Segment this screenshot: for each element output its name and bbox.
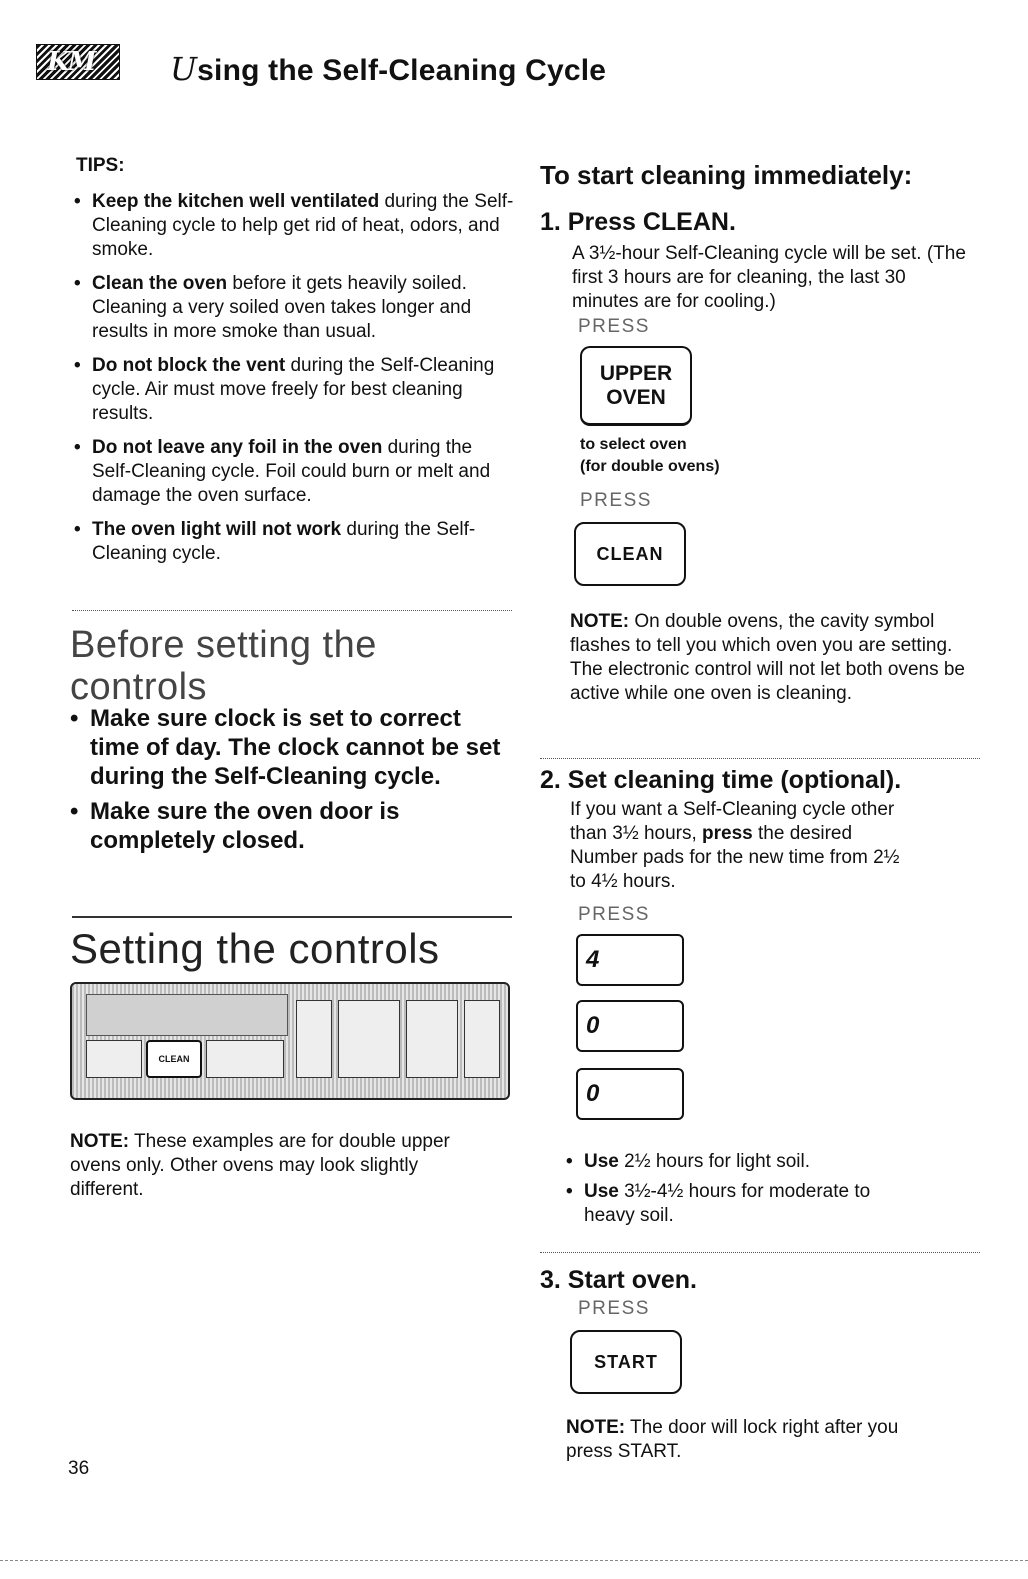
tip-item: • Keep the kitchen well ventilated during the Self-Cleaning cycle to help get rid of heat, odors, and smoke. [74, 190, 514, 262]
divider [540, 1252, 980, 1253]
page-number: 36 [68, 1458, 90, 1479]
divider [72, 916, 512, 918]
upper-oven-key[interactable] [580, 346, 692, 426]
tips-list [74, 190, 514, 576]
panel-key-group [464, 1000, 500, 1078]
panel-display [86, 994, 288, 1036]
press-label: PRESS [578, 904, 650, 925]
before-list [70, 704, 510, 861]
divider [72, 610, 512, 611]
tip-item: • Do not leave any foil in the oven during the Self-Cleaning cycle. Foil could burn or melt and damage the oven surface. [74, 436, 514, 508]
logo-glyph: KM [47, 47, 95, 77]
start-key[interactable]: START [570, 1330, 682, 1394]
panel-clean-key: CLEAN [146, 1040, 202, 1078]
upper-oven-key-line1: UPPER [599, 361, 673, 385]
press-label: PRESS [580, 490, 652, 511]
step1-note: NOTE: On double ovens, the cavity symbol flashes to tell you which oven you are setting. The electronic control will not let both ovens be active while one oven is cleaning. [570, 611, 965, 704]
setting-heading: Setting the controls [70, 925, 440, 972]
number-key-0[interactable]: 0 [576, 1000, 684, 1052]
step1-title: 1. Press CLEAN. [540, 208, 736, 236]
step2-title: 2. Set cleaning time (optional). [540, 766, 902, 794]
title-rest: sing the Self-Cleaning Cycle [197, 54, 607, 87]
panel-number-pad [338, 1000, 400, 1078]
number-key-4[interactable]: 4 [576, 934, 684, 986]
step3-note: NOTE: The door will lock right after you press START. [566, 1417, 899, 1462]
before-heading: Before setting the controls [70, 624, 377, 708]
before-item: • Make sure clock is set to correct time of day. The clock cannot be set during the Self-Cleaning cycle. [70, 704, 510, 791]
tip-item: • Clean the oven before it gets heavily soiled. Cleaning a very soiled oven takes longer and results in more smoke than usual. [74, 272, 514, 344]
divider [540, 758, 980, 759]
before-item: • Make sure the oven door is completely closed. [70, 797, 510, 855]
step2-body: If you want a Self-Cleaning cycle other than 3½ hours, press the desired Number pads for the new time from 2½ to 4½ hours. [570, 799, 900, 892]
panel-key-group [86, 1040, 142, 1078]
soil-item: • Use 2½ hours for light soil. [566, 1150, 906, 1174]
footer-rule [0, 1560, 1028, 1561]
tip-item: • Do not block the vent during the Self-Cleaning cycle. Air must move freely for best cleaning results. [74, 354, 514, 426]
panel-note: NOTE: These examples are for double upper ovens only. Other ovens may look slightly different. [70, 1131, 450, 1200]
title-initial: U [170, 50, 198, 88]
panel-key-group [406, 1000, 458, 1078]
press-label: PRESS [578, 316, 650, 337]
page-title [170, 50, 606, 88]
number-key-0[interactable]: 0 [576, 1068, 684, 1120]
upper-oven-caption: to select oven (for double ovens) [580, 436, 720, 475]
soil-item: • Use 3½-4½ hours for moderate to heavy soil. [566, 1180, 906, 1228]
clean-key[interactable]: CLEAN [574, 522, 686, 586]
upper-oven-key-line2: OVEN [606, 385, 666, 409]
right-heading: To start cleaning immediately: [540, 160, 913, 190]
panel-key-group [206, 1040, 284, 1078]
tips-label: TIPS: [76, 155, 125, 176]
brand-logo [36, 44, 120, 80]
panel-key-group [296, 1000, 332, 1078]
soil-list [566, 1150, 906, 1234]
control-panel-illustration [70, 982, 510, 1100]
tip-item: • The oven light will not work during the Self-Cleaning cycle. [74, 518, 514, 566]
press-label: PRESS [578, 1298, 650, 1319]
step3-title: 3. Start oven. [540, 1266, 697, 1294]
step1-body: A 3½-hour Self-Cleaning cycle will be set. (The first 3 hours are for cleaning, the last 30 minutes are for cooling.) [572, 243, 966, 312]
